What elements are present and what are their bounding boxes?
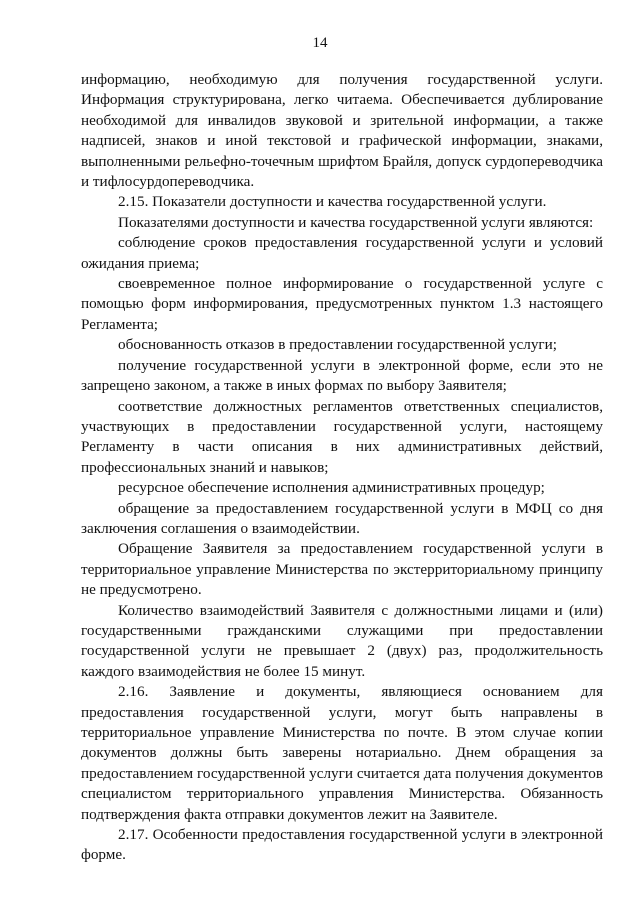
paragraph: Обращение Заявителя за предоставлением государственной услуги в территориальное управление Министерства по экстерриториальному принципу не предусмотрено. — [81, 540, 603, 599]
paragraph: получение государственной услуги в электронной форме, если это не запрещено законом, а также в иных формах по выбору Заявителя; — [81, 356, 603, 395]
paragraph: информацию, необходимую для получения государственной услуги. Информация структурирована, легко читаема. Обеспечивается дублирование необходимой для инвалидов звуковой и зрительной информации, а также надписей, знаков и иной текстовой и графической информации, знаками, выполненными рельефно-точечным шрифтом Брайля, допуск сурдопереводчика и тифлосурдопереводчика. — [81, 71, 603, 191]
paragraph: 2.16. Заявление и документы, являющиеся основанием для предоставления государственной услуги, могут быть направлены в территориальное управление Министерства по почте. В этом случае копии документов должны быть заверены нотариально. Днем обращения за предоставлением государственной услуги считается дата получения документов специалистом территориального управления Министерства. Обязанность подтверждения факта отправки документов лежит на Заявителе. — [81, 683, 603, 823]
paragraph: ресурсное обеспечение исполнения административных процедур; — [118, 479, 545, 497]
paragraph: Показателями доступности и качества государственной услуги являются: — [118, 213, 594, 231]
paragraph: 2.15. Показатели доступности и качества государственной услуги. — [118, 193, 547, 211]
paragraph: обращение за предоставлением государственной услуги в МФЦ со дня заключения соглашения о взаимодействии. — [81, 499, 603, 537]
paragraph: своевременное полное информирование о государственной услуге с помощью форм информирования, предусмотренных пунктом 1.3 настоящего Регламента; — [81, 275, 603, 333]
paragraph: 2.17. Особенности предоставления государственной услуги в электронной форме. — [81, 826, 603, 864]
paragraph: соответствие должностных регламентов ответственных специалистов, участвующих в предоставлении государственной услуги, настоящему Регламенту в части описания в них административных действий, профессиональных знаний и навыков; — [81, 397, 603, 476]
page-number: 14 — [312, 35, 328, 51]
paragraph: соблюдение сроков предоставления государственной услуги и условий ожидания приема; — [81, 234, 603, 272]
document-body — [81, 70, 603, 866]
paragraph: Количество взаимодействий Заявителя с должностными лицами и (или) государственными гражданскими служащими при предоставлении государственной услуги не превышает 2 (двух) раз, продолжительность каждого взаимодействия не более 15 минут. — [81, 601, 603, 680]
paragraph: обоснованность отказов в предоставлении государственной услуги; — [118, 336, 558, 354]
